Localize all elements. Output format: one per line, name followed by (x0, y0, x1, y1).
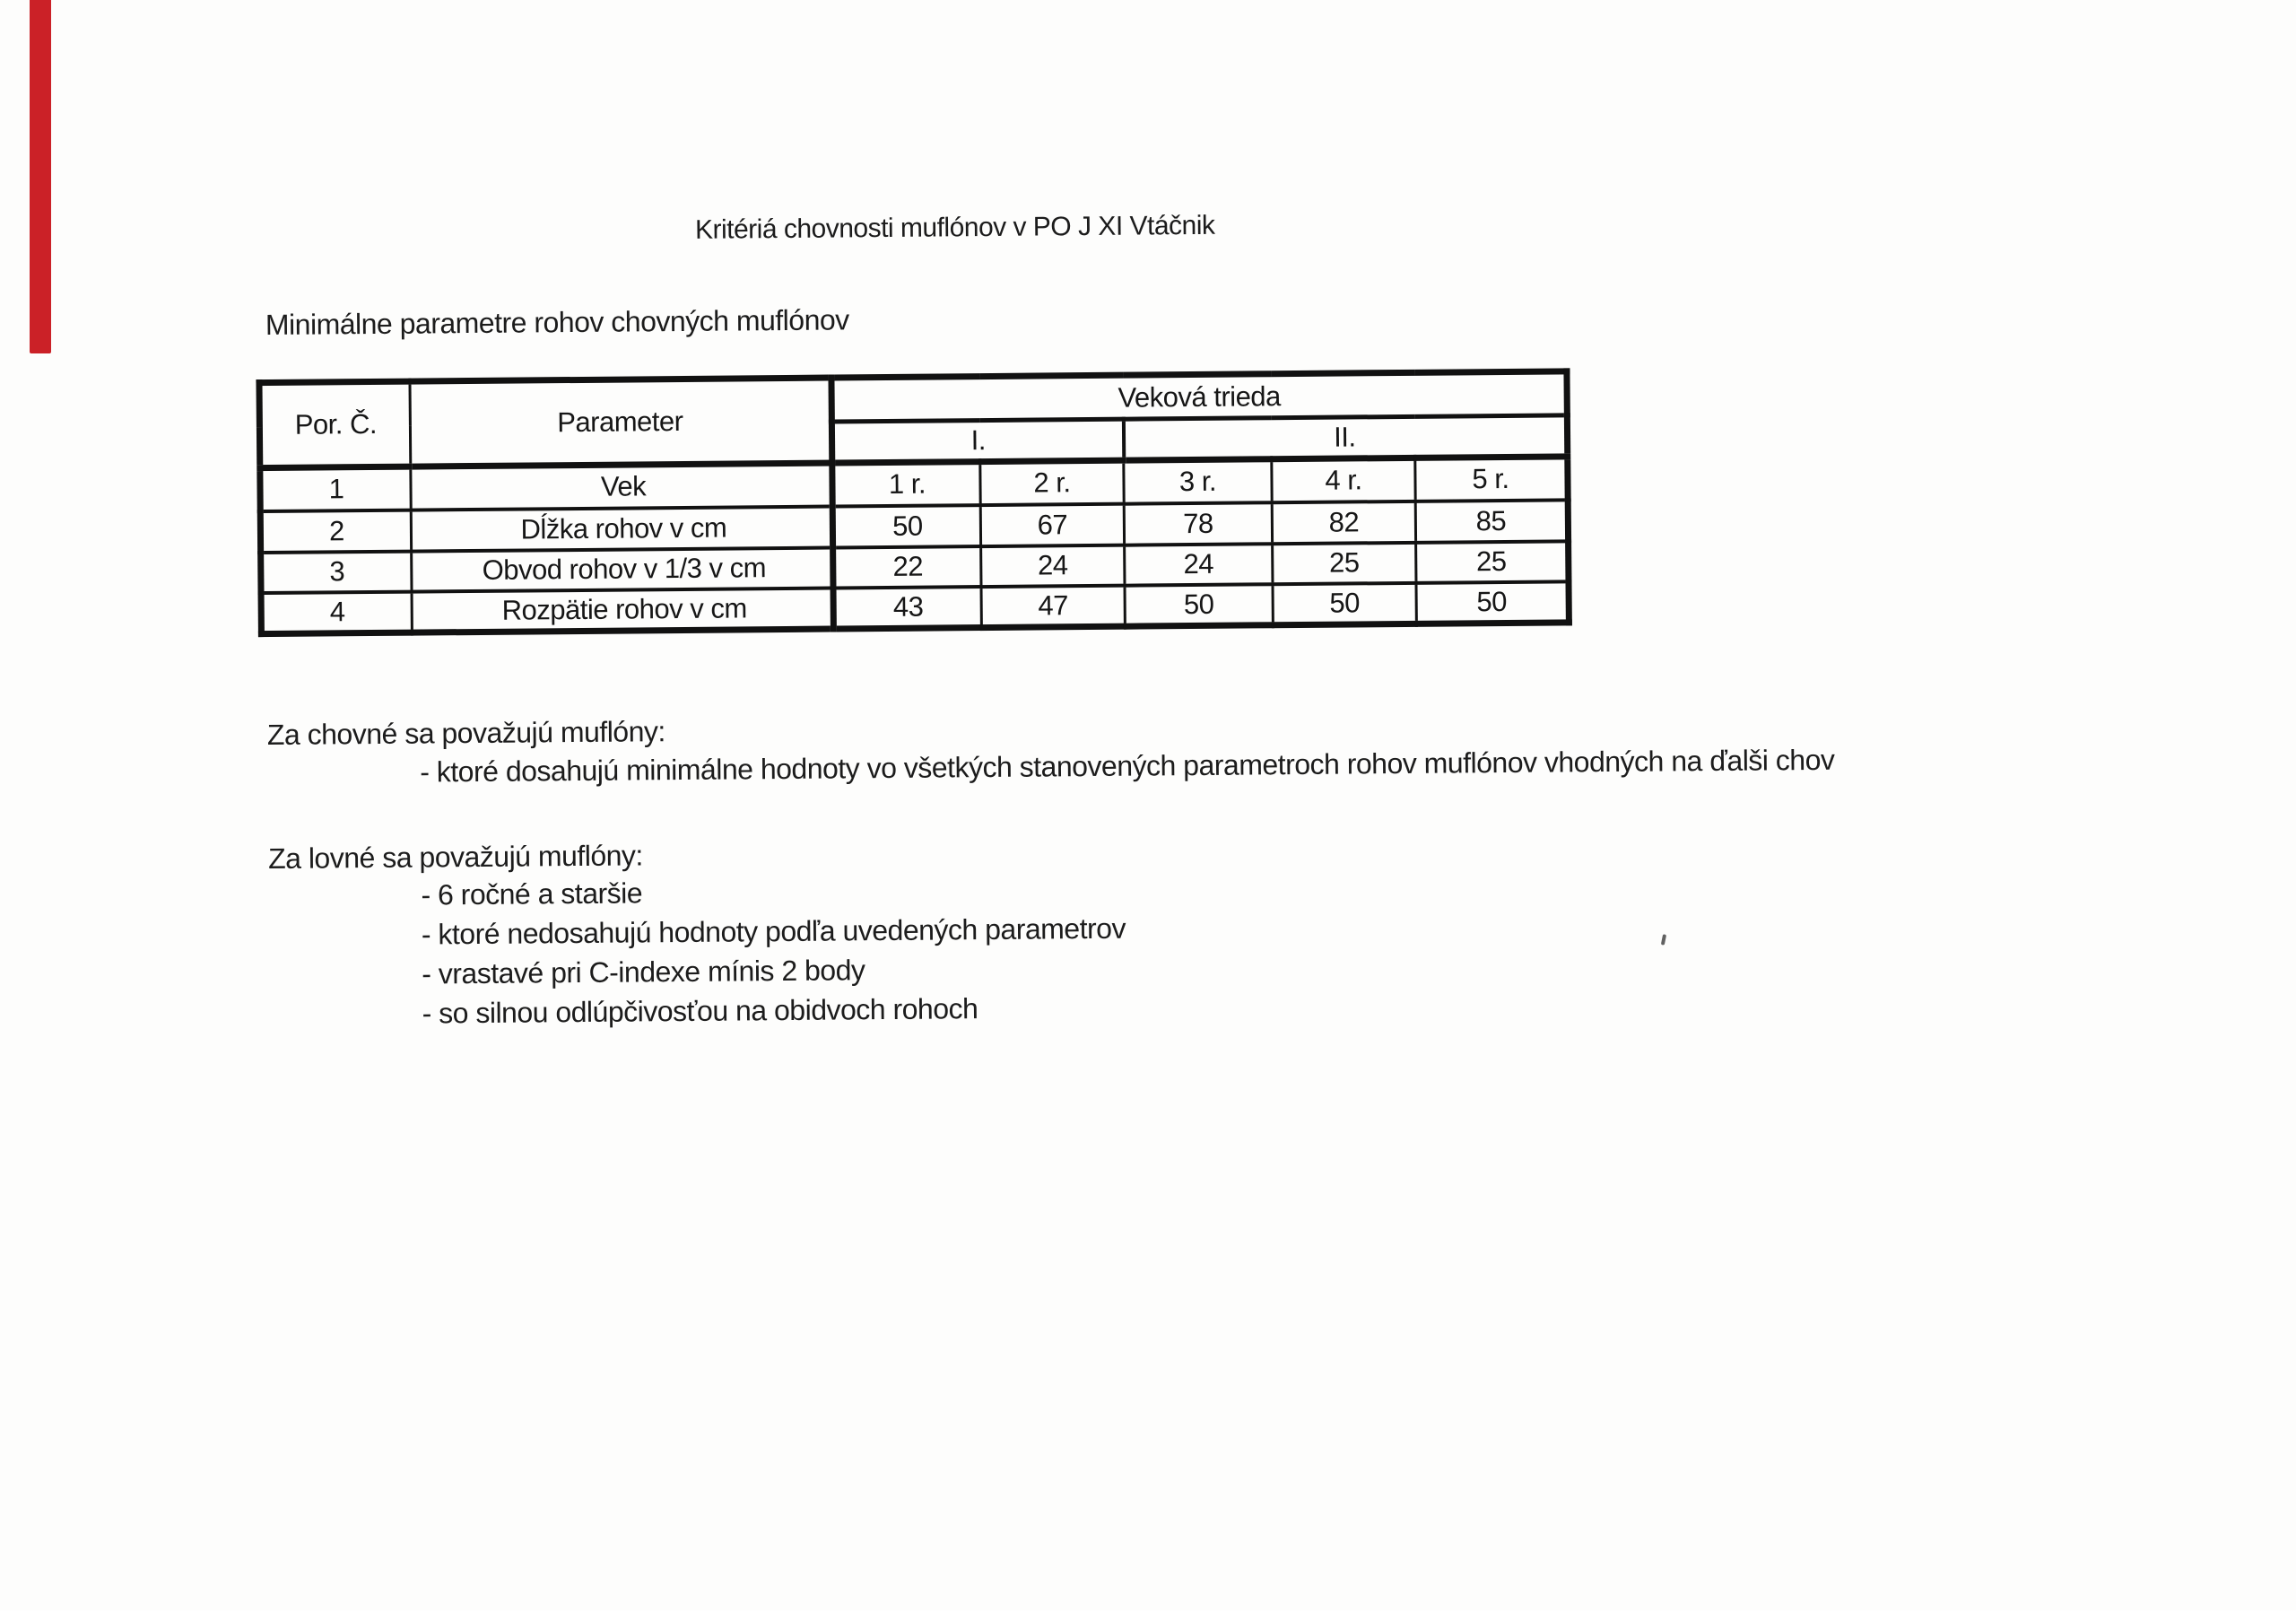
row-value: 4 r. (1272, 458, 1415, 501)
row-parameter: Rozpätie rohov v cm (412, 588, 833, 632)
header-age-class-2: II. (1123, 415, 1567, 460)
row-value: 25 (1475, 545, 1507, 578)
ink-speck-artifact (1661, 934, 1666, 946)
min-horn-parameters-table (256, 368, 1571, 637)
row-value: 22 (833, 546, 981, 588)
section-huntable-bullet: - vrastavé pri C-indexe mínis 2 body (422, 954, 865, 990)
row-value: 78 (1124, 502, 1272, 545)
row-parameter: Dĺžka rohov v cm (411, 506, 832, 551)
row-value: 1 r. (832, 462, 980, 506)
row-value: 50 (1273, 582, 1416, 624)
row-value: 2 r. (980, 460, 1124, 504)
row-value: 50 (832, 505, 980, 547)
row-number: 2 (260, 510, 411, 552)
row-value: 67 (980, 503, 1124, 545)
section-huntable-bullet: - 6 ročné a staršie (421, 876, 643, 911)
row-value: 85 (1475, 504, 1507, 536)
row-value: 82 (1272, 501, 1415, 543)
row-value: 3 r. (1124, 459, 1272, 503)
header-por-c: Por. Č. (259, 381, 411, 467)
row-value: 25 (1273, 542, 1416, 583)
row-value: 24 (981, 545, 1125, 586)
header-vekova-trieda: Veková trieda (831, 371, 1567, 422)
row-number: 4 (261, 591, 412, 633)
document-subtitle: Minimálne parametre rohov chovných muflónov (265, 303, 849, 342)
section-huntable-bullet: - so silnou odlúpčivosťou na obidvoch rohoch (422, 992, 978, 1030)
row-parameter: Obvod rohov v 1/3 v cm (412, 547, 833, 591)
row-value: 24 (1125, 544, 1273, 585)
section-breeding-bullet: - ktoré dosahujú minimálne hodnoty vo všetkých stanovených parametroch rohov muflónov vhodných na ďalši chov (420, 743, 1835, 789)
section-huntable-heading: Za lovné sa považujú muflóny: (267, 839, 643, 876)
row-value: 43 (833, 587, 981, 629)
document-title: Kritériá chovnosti muflónov v PO J XI Vtáčnik (694, 210, 1215, 245)
row-value: 50 (1125, 584, 1273, 626)
parameters-table-wrapper (256, 368, 1571, 637)
header-age-class-1: I. (831, 419, 1123, 463)
section-huntable-bullet: - ktoré nedosahujú hodnoty podľa uvedených parametrov (421, 911, 1126, 951)
row-number: 1 (260, 466, 411, 510)
row-number: 3 (261, 551, 412, 592)
row-value: 47 (981, 585, 1125, 627)
row-parameter: Vek (411, 463, 832, 510)
header-parameter: Parameter (410, 378, 832, 466)
row-value: 5 r. (1472, 463, 1509, 495)
row-value: 50 (1476, 585, 1508, 618)
section-breeding-heading: Za chovné sa považujú muflóny: (266, 715, 665, 752)
